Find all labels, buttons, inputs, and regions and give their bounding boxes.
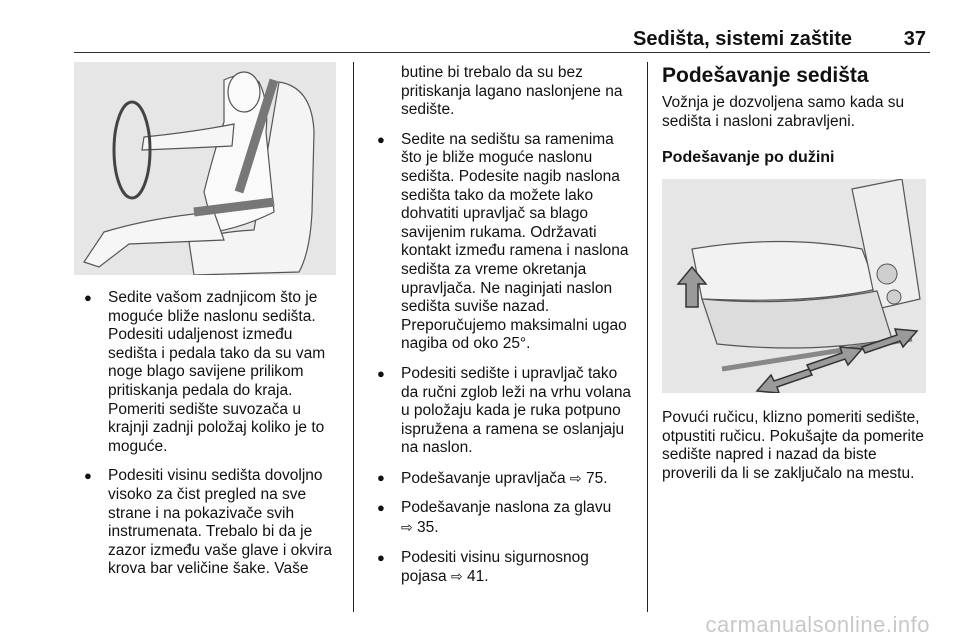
- reference-item: [367, 469, 637, 489]
- page-header: [74, 26, 930, 53]
- bullet-icon: ●: [377, 131, 385, 147]
- column-2: [367, 62, 637, 598]
- seating-tips-list: [74, 289, 342, 579]
- bullet-icon: ●: [377, 549, 385, 565]
- bullet-text: Sedite vašom zadnjicom što je moguće bliže naslonu sedišta. Podesiti udaljenost između sedišta i pedala tako da su vam noge blago savijene prilikom pritiskanja pedala do kraja. Pomeriti sedište suvozača u krajnji zadnji položaj koliko je to moguće.: [108, 289, 326, 455]
- page-number: 37: [903, 28, 926, 50]
- reference-label: Podešavanje naslona za glavu: [401, 499, 612, 517]
- seating-tips-list-2: [367, 131, 637, 587]
- watermark: carmanualsonline.info: [705, 612, 930, 637]
- reference-item: [367, 549, 637, 587]
- bullet-text: Podesiti visinu sedišta dovoljno visoko za čist pregled na sve strane i na pokazivače svih instrumenata. Trebalo bi da je zazor između vaše glave i okvira krova bar veličine šake. Vaše: [108, 467, 332, 578]
- bullet-text: Sedite na sedištu sa ramenima što je bliže moguće naslonu sedišta. Podesite nagib naslona sedišta tako da možete lako dohvatiti upravljač sa blago savijenim rukama. Održavati kontakt između ramena i naslona sedišta za vreme okretanja upravljača. Ne naginjati naslon sedišta suviše nazad. Preporučujemo maksimalni ugao nagiba od oko 25°.: [401, 130, 629, 353]
- driver-seating-drawing: [74, 62, 336, 275]
- column-1: [74, 62, 342, 590]
- bullet-icon: ●: [84, 290, 92, 305]
- seat-lever-drawing: [662, 179, 926, 393]
- reference-page[interactable]: 35.: [417, 519, 439, 537]
- driver-seating-illustration: [74, 62, 336, 275]
- bullet-icon: ●: [377, 365, 385, 381]
- page-arrow-icon: ⇨: [569, 469, 582, 486]
- page-arrow-icon: ⇨: [451, 568, 463, 585]
- section-heading: Podešavanje sedišta: [662, 64, 869, 87]
- reference-page[interactable]: 75.: [585, 469, 608, 487]
- header-title: Sedišta, sistemi zaštite: [633, 28, 852, 50]
- list-item: [367, 365, 637, 458]
- list-item: [74, 467, 342, 579]
- instruction-text: Povući ručicu, klizno pomeriti sedište, otpustiti ručicu. Pokušajte da pomerite sedište napred i nazad da biste proverili da li se zaključalo na mestu.: [662, 409, 924, 482]
- reference-label: Podesiti visinu sigurnosnog pojasa: [401, 548, 589, 586]
- subsection-heading: Podešavanje po dužini: [662, 149, 835, 167]
- reference-item: [367, 499, 637, 537]
- bullet-icon: ●: [84, 468, 92, 484]
- seat-lever-illustration: [662, 179, 926, 393]
- column-3: [662, 62, 928, 484]
- bullet-text: Podesiti sedište i upravljač tako da ručni zglob leži na vrhu volana u položaju kada je ruka potpuno ispružena a ramena se oslanjaju na naslon.: [401, 364, 632, 457]
- intro-text: Vožnja je dozvoljena samo kada su sedišta i nasloni zabravljeni.: [662, 94, 905, 130]
- bullet-icon: ●: [377, 500, 385, 516]
- bullet-icon: ●: [377, 469, 385, 485]
- list-item: [367, 131, 637, 354]
- reference-label: Podešavanje upravljača: [401, 469, 566, 487]
- column-divider: [647, 62, 648, 612]
- continuation-text: butine bi trebalo da su bez pritiskanja lagano naslonjene na sedište.: [401, 64, 623, 119]
- column-divider: [353, 62, 354, 612]
- list-item: [74, 289, 342, 456]
- reference-page[interactable]: 41.: [467, 568, 489, 586]
- page-arrow-icon: ⇨: [401, 519, 413, 536]
